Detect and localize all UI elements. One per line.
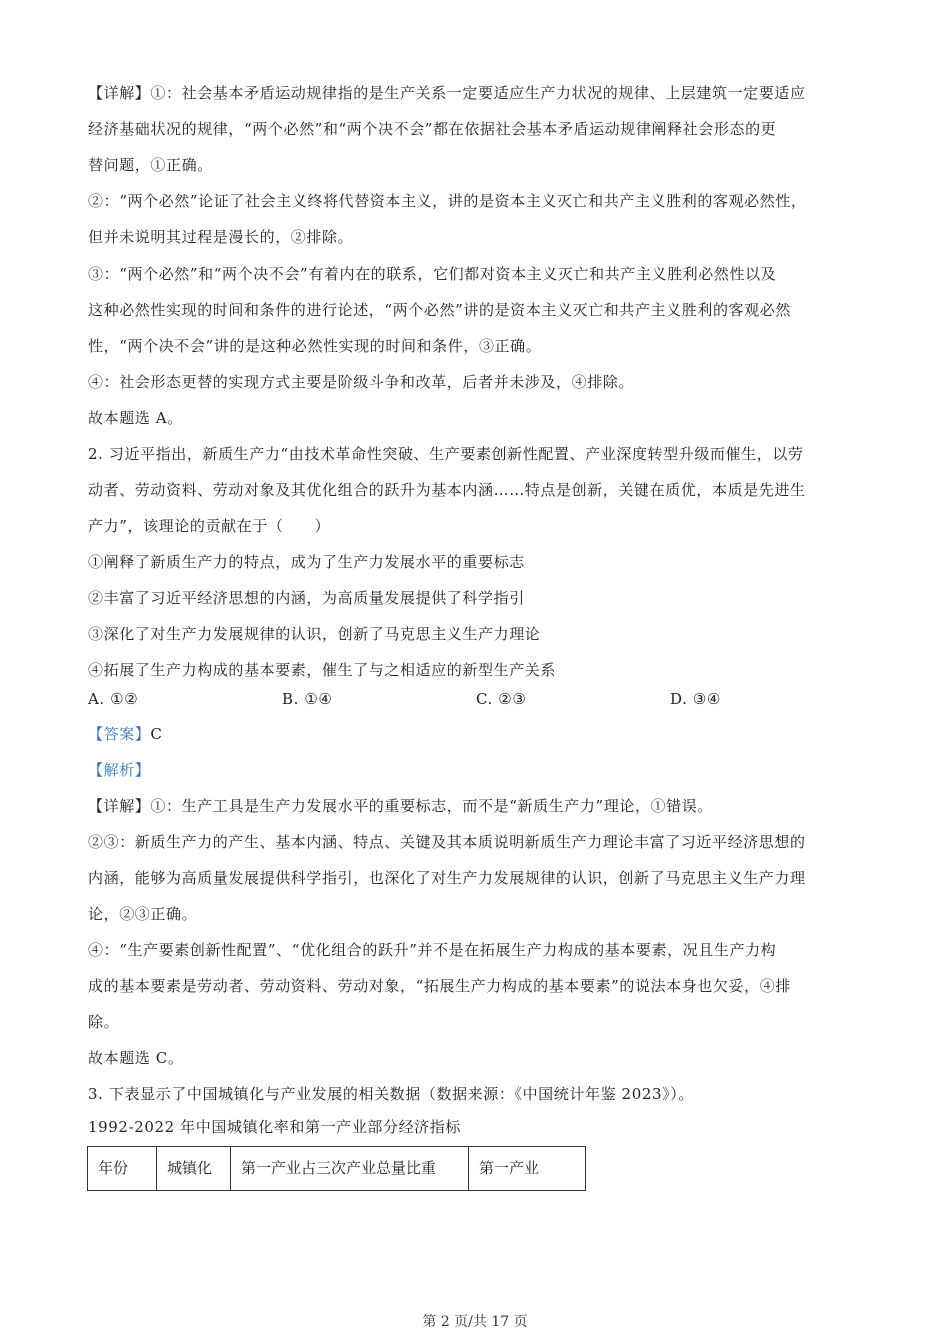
answer-value: C: [150, 725, 163, 743]
question2-stem-2: 动者、劳动资料、劳动对象及其优化组合的跃升为基本内涵……特点是创新，关键在质优，本质是先进生: [88, 481, 806, 499]
header-cell-year: 年份: [88, 1147, 157, 1191]
question2-options: [88, 689, 890, 709]
explain1-line-9: ④：社会形态更替的实现方式主要是阶级斗争和改革，后者并未涉及，④排除。: [88, 373, 635, 391]
explain2-line-2: ②③：新质生产力的产生、基本内涵、特点、关键及其本质说明新质生产力理论丰富了习近平经济思想的: [88, 833, 806, 851]
table-header-row: [88, 1147, 586, 1191]
question3-intro: 3. 下表显示了中国城镇化与产业发展的相关数据（数据来源：《中国统计年鉴 2023》）。: [88, 1085, 694, 1103]
question2-statement-2: ②丰富了习近平经济思想的内涵，为高质量发展提供了科学指引: [88, 589, 525, 607]
header-cell-primary-share: 第一产业占三次产业总量比重: [231, 1147, 469, 1191]
explain2-line-6: 成的基本要素是劳动者、劳动资料、劳动对象，“拓展生产力构成的基本要素”的说法本身也欠妥，④排: [88, 977, 791, 995]
explain1-conclusion: 故本题选 A。: [88, 409, 183, 427]
explain1-line-3: 替问题，①正确。: [88, 156, 213, 174]
page-footer: 第 2 页/共 17 页: [422, 1314, 528, 1330]
explain1-line-8: 性，“两个决不会”讲的是这种必然性实现的时间和条件，③正确。: [88, 337, 542, 355]
question2-statement-1: ①阐释了新质生产力的特点，成为了生产力发展水平的重要标志: [88, 553, 525, 571]
answer-tag: 【答案】: [88, 725, 151, 743]
explain2-conclusion: 故本题选 C。: [88, 1049, 184, 1067]
header-cell-urbanization: 城镇化: [157, 1147, 231, 1191]
explain2-line-7: 除。: [88, 1013, 120, 1031]
explain1-line-7: 这种必然性实现的时间和条件的进行论述，“两个必然”讲的是资本主义灭亡和共产主义胜利的客观必然: [88, 301, 791, 319]
question2-statement-3: ③深化了对生产力发展规律的认识，创新了马克思主义生产力理论: [88, 625, 541, 643]
explain2-line-4: 论，②③正确。: [88, 905, 198, 923]
option-c: C. ②③: [476, 690, 527, 708]
question2-stem-3: 产力”，该理论的贡献在于（ ）: [88, 517, 331, 535]
explain1-line-2: 经济基础状况的规律，“两个必然”和“两个决不会”都在依据社会基本矛盾运动规律阐释社会形态的更: [88, 120, 777, 138]
option-d: D. ③④: [670, 690, 721, 708]
explain1-line-5: 但并未说明其过程是漫长的，②排除。: [88, 228, 354, 246]
header-cell-primary-industry: 第一产业: [469, 1147, 586, 1191]
explain1-line-6: ③：“两个必然”和“两个决不会”有着内在的联系，它们都对资本主义灭亡和共产主义胜利必然性以及: [88, 265, 777, 283]
option-b: B. ①④: [282, 690, 333, 708]
explain2-line-3: 内涵，能够为高质量发展提供科学指引，也深化了对生产力发展规律的认识，创新了马克思主义生产力理: [88, 869, 806, 887]
question2-statement-4: ④拓展了生产力构成的基本要素，催生了与之相适应的新型生产关系: [88, 661, 557, 679]
explain1-line-4: ②：“两个必然”论证了社会主义终将代替资本主义，讲的是资本主义灭亡和共产主义胜利的客观必然性，: [88, 192, 807, 210]
question2-stem-1: 2. 习近平指出，新质生产力“由技术革命性突破、生产要素创新性配置、产业深度转型升级而催生，以劳: [88, 445, 804, 463]
data-table: [87, 1146, 586, 1191]
analysis-tag: 【解析】: [88, 761, 151, 779]
explain1-line-1: 【详解】①：社会基本矛盾运动规律指的是生产关系一定要适应生产力状况的规律、上层建筑一定要适应: [88, 84, 806, 102]
explain2-line-5: ④：“生产要素创新性配置”、“优化组合的跃升”并不是在拓展生产力构成的基本要素，况且生产力构: [88, 941, 777, 959]
option-a: A. ①②: [88, 690, 139, 708]
answer-line: [88, 724, 890, 744]
table-title: 1992-2022 年中国城镇化率和第一产业部分经济指标: [88, 1118, 461, 1136]
explain2-line-1: 【详解】①：生产工具是生产力发展水平的重要标志，而不是“新质生产力”理论，①错误。: [88, 797, 713, 815]
